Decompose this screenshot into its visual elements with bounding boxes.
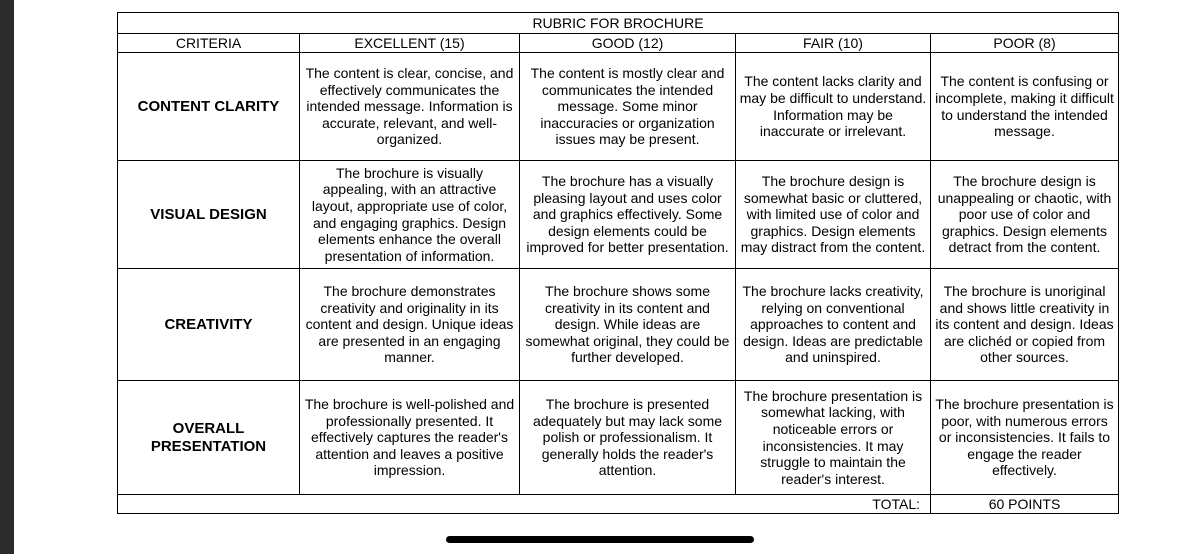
criteria-cell: CREATIVITY [118,269,300,381]
criteria-cell: CONTENT CLARITY [118,53,300,161]
header-excellent: EXCELLENT (15) [300,34,520,53]
good-cell: The content is mostly clear and communicates the intended message. Some minor inaccuracies or organization issues may be present. [520,53,736,161]
home-indicator[interactable] [446,536,754,543]
title-row [118,13,1119,34]
table-row [118,269,1119,381]
fair-cell: The brochure lacks creativity, relying on conventional approaches to content and design. Ideas are predictable and uninspired. [736,269,931,381]
criteria-cell: OVERALL PRESENTATION [118,381,300,495]
excellent-cell: The brochure is well-polished and professionally presented. It effectively captures the reader's attention and leaves a positive impression. [300,381,520,495]
fair-cell: The brochure presentation is somewhat lacking, with noticeable errors or inconsistencies. It may struggle to maintain the reader's interest. [736,381,931,495]
excellent-cell: The brochure demonstrates creativity and originality in its content and design. Unique ideas are presented in an engaging manner. [300,269,520,381]
criteria-cell: VISUAL DESIGN [118,161,300,269]
table-row [118,381,1119,495]
good-cell: The brochure shows some creativity in its content and design. While ideas are somewhat original, they could be further developed. [520,269,736,381]
header-fair: FAIR (10) [736,34,931,53]
rubric-title: RUBRIC FOR BROCHURE [118,13,1119,34]
fair-cell: The brochure design is somewhat basic or cluttered, with limited use of color and graphics. Design elements may distract from the content. [736,161,931,269]
good-cell: The brochure is presented adequately but may lack some polish or professionalism. It generally holds the reader's attention. [520,381,736,495]
header-row [118,34,1119,53]
total-value: 60 POINTS [931,495,1119,514]
poor-cell: The brochure presentation is poor, with numerous errors or inconsistencies. It fails to engage the reader effectively. [931,381,1119,495]
table-row [118,161,1119,269]
good-cell: The brochure has a visually pleasing layout and uses color and graphics effectively. Some design elements could be improved for better presentation. [520,161,736,269]
poor-cell: The brochure is unoriginal and shows little creativity in its content and design. Ideas are clichéd or copied from other sources. [931,269,1119,381]
poor-cell: The content is confusing or incomplete, making it difficult to understand the intended message. [931,53,1119,161]
header-criteria: CRITERIA [118,34,300,53]
table-row [118,53,1119,161]
header-good: GOOD (12) [520,34,736,53]
total-row [118,495,1119,514]
excellent-cell: The content is clear, concise, and effectively communicates the intended message. Information is accurate, relevant, and well-organized. [300,53,520,161]
excellent-cell: The brochure is visually appealing, with an attractive layout, appropriate use of color, and engaging graphics. Design elements enhance the overall presentation of information. [300,161,520,269]
poor-cell: The brochure design is unappealing or chaotic, with poor use of color and graphics. Design elements detract from the content. [931,161,1119,269]
total-label: TOTAL: [118,495,931,514]
fair-cell: The content lacks clarity and may be difficult to understand. Information may be inaccurate or irrelevant. [736,53,931,161]
header-poor: POOR (8) [931,34,1119,53]
rubric-table [117,12,1119,514]
window-edge [0,0,14,554]
